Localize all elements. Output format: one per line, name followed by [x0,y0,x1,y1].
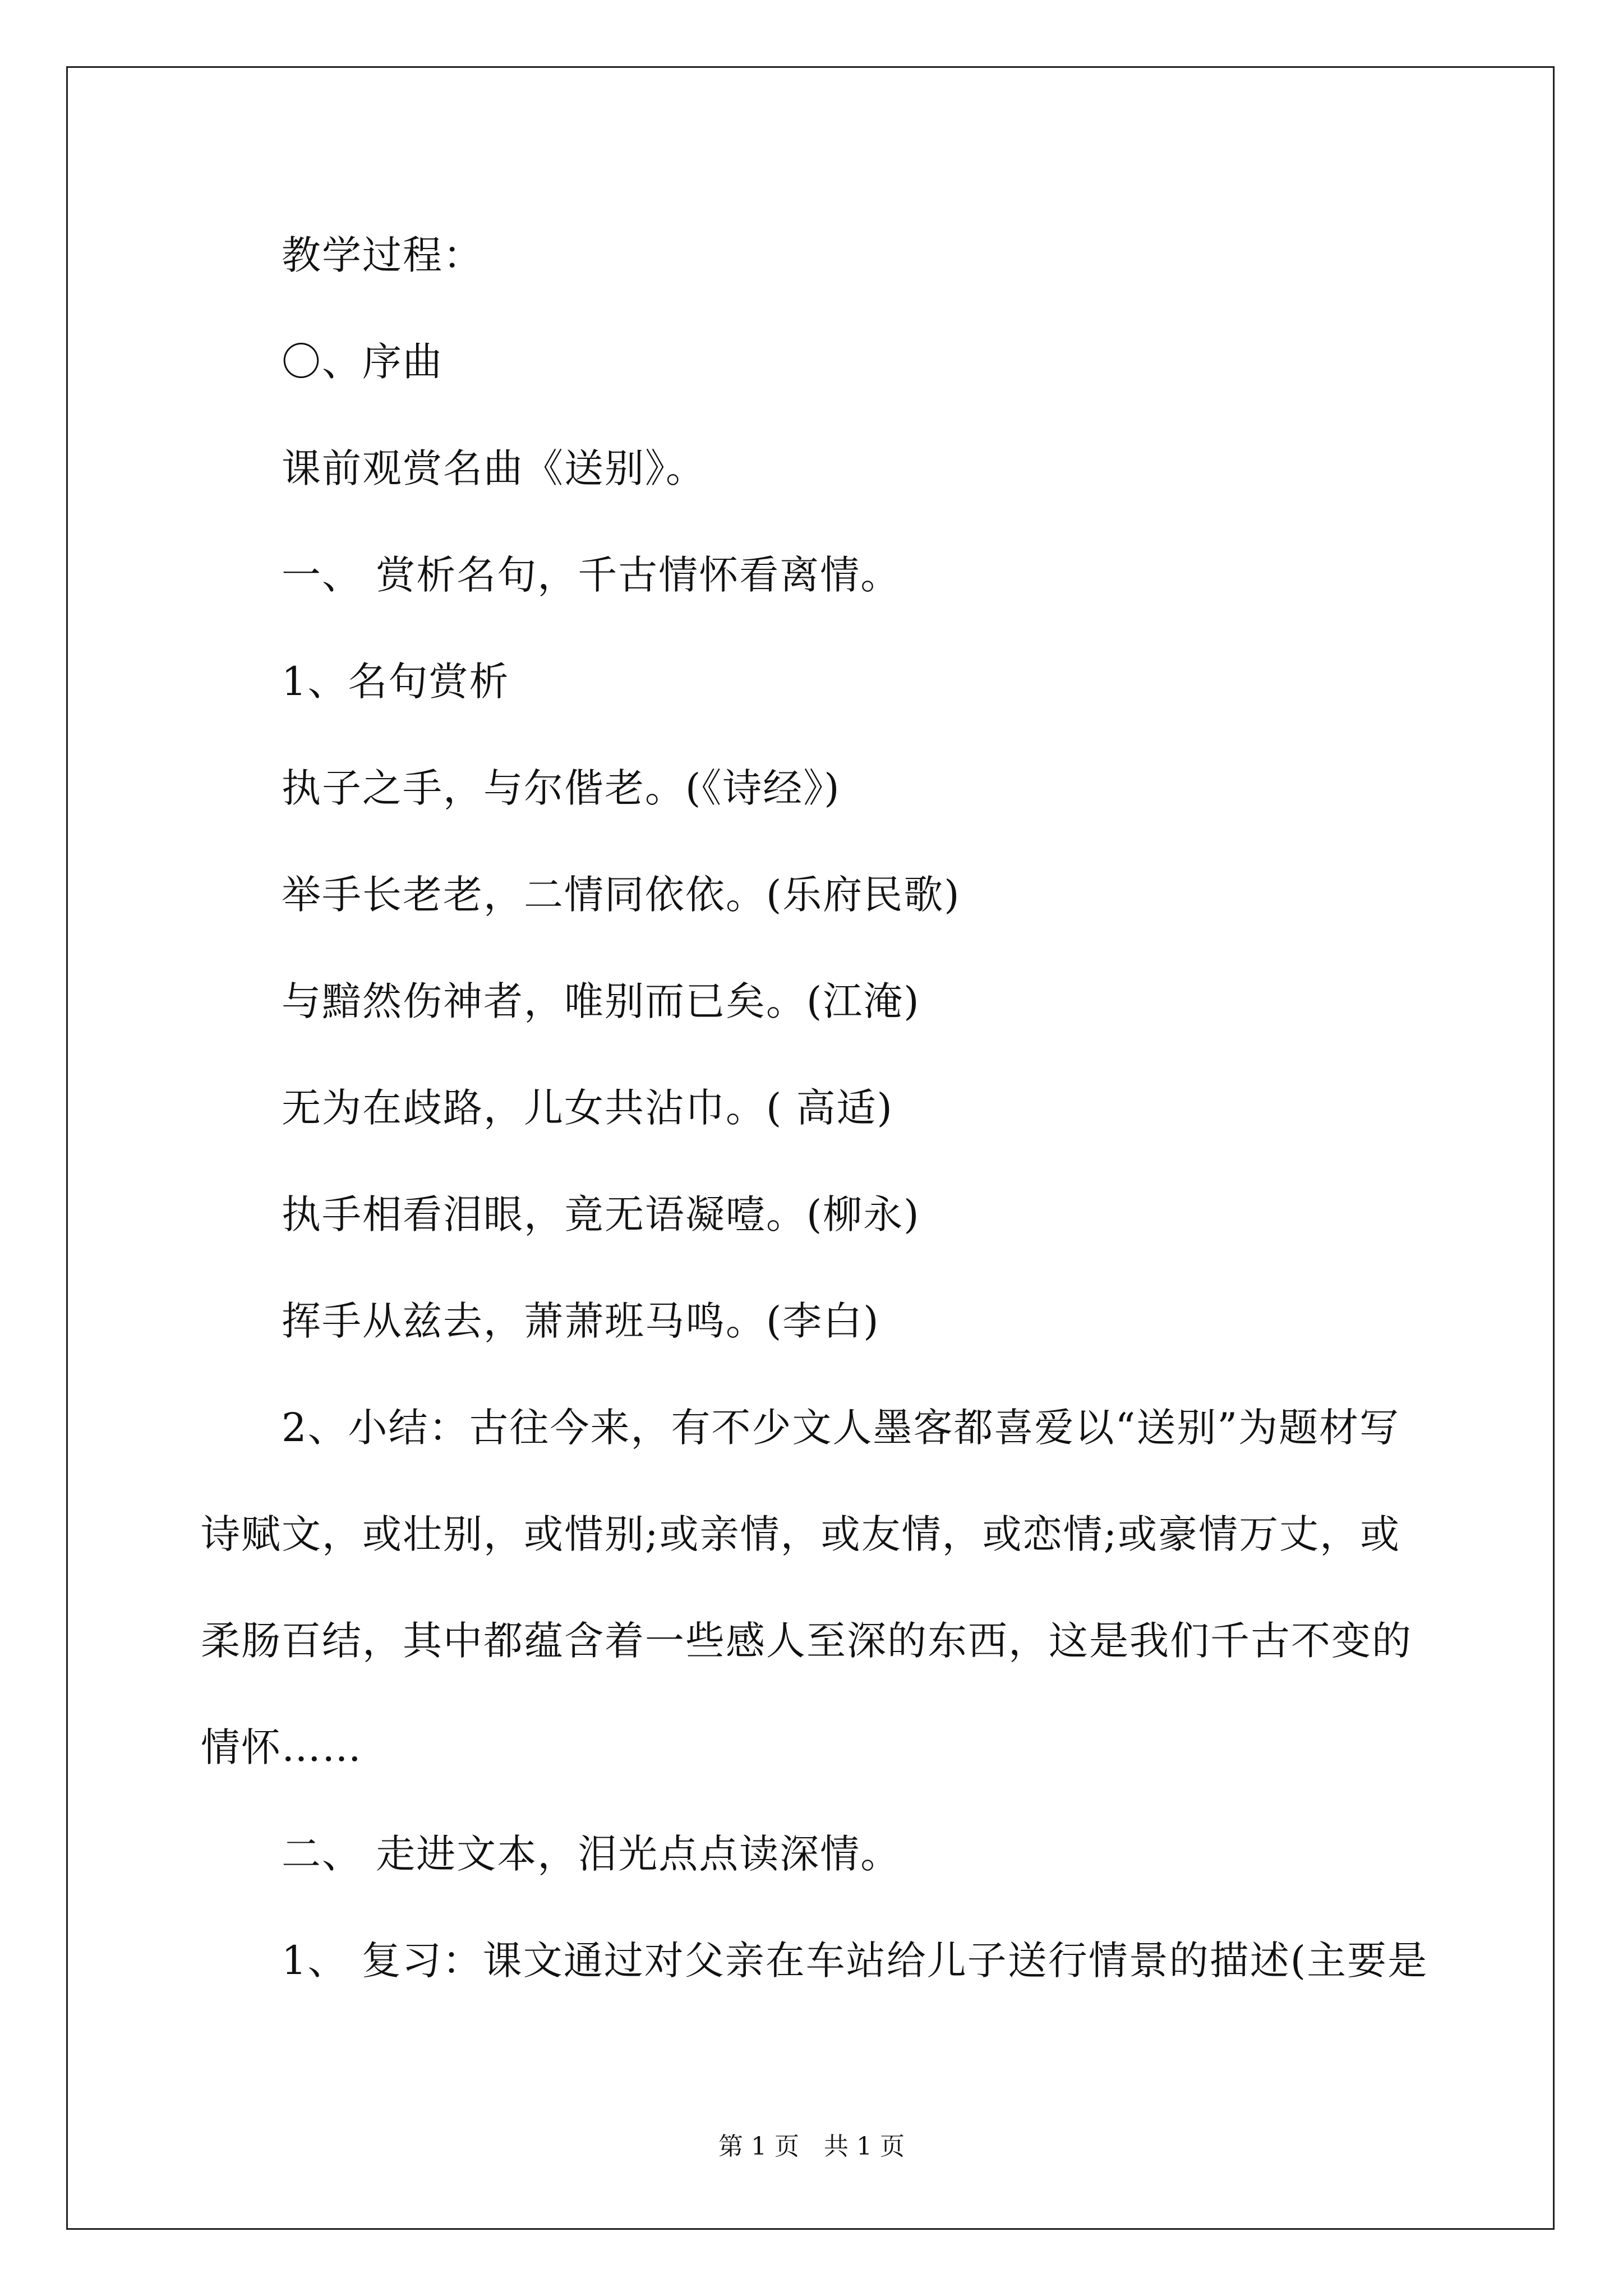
heading-teaching-process: 教学过程： [282,232,483,278]
summary-line: 情怀…… [201,1724,362,1770]
summary-line: 柔肠百结，其中都蕴含着一些感人至深的东西，这是我们千古不变的 [201,1618,1412,1664]
summary-line: 诗赋文，或壮别，或惜别;或亲情，或友情，或恋情;或豪情万丈，或 [201,1511,1401,1557]
section-prelude: 〇、序曲 [282,339,443,385]
paragraph-song: 课前观赏名曲《送别》。 [282,445,706,491]
page-footer: 第 1 页 共 1 页 [718,2132,905,2161]
document-body [201,202,1435,2014]
quote-line: 挥手从兹去，萧萧班马鸣。(李白) [282,1298,880,1344]
summary-line: 2、小结：古往今来，有不少文人墨客都喜爱以“送别”为题材写 [282,1405,1400,1451]
section-2-item-1: 1、 复习：课文通过对父亲在车站给儿子送行情景的描述(主要是 [282,1938,1428,1984]
quote-line: 无为在歧路，儿女共沾巾。( 高适) [282,1085,893,1131]
quote-line: 执子之手，与尔偕老。(《诗经》) [282,765,841,811]
quote-line: 执手相看泪眼，竟无语凝噎。(柳永) [282,1191,920,1237]
section-2-title: 二、 走进文本，泪光点点读深情。 [282,1831,901,1877]
subsection-quotes: 1、名句赏析 [282,659,510,705]
quote-line: 与黯然伤神者，唯别而已矣。(江淹) [282,978,920,1024]
quote-line: 举手长老老，二情同依依。(乐府民歌) [282,872,961,918]
section-1-title: 一、 赏析名句，千古情怀看离情。 [282,552,901,598]
